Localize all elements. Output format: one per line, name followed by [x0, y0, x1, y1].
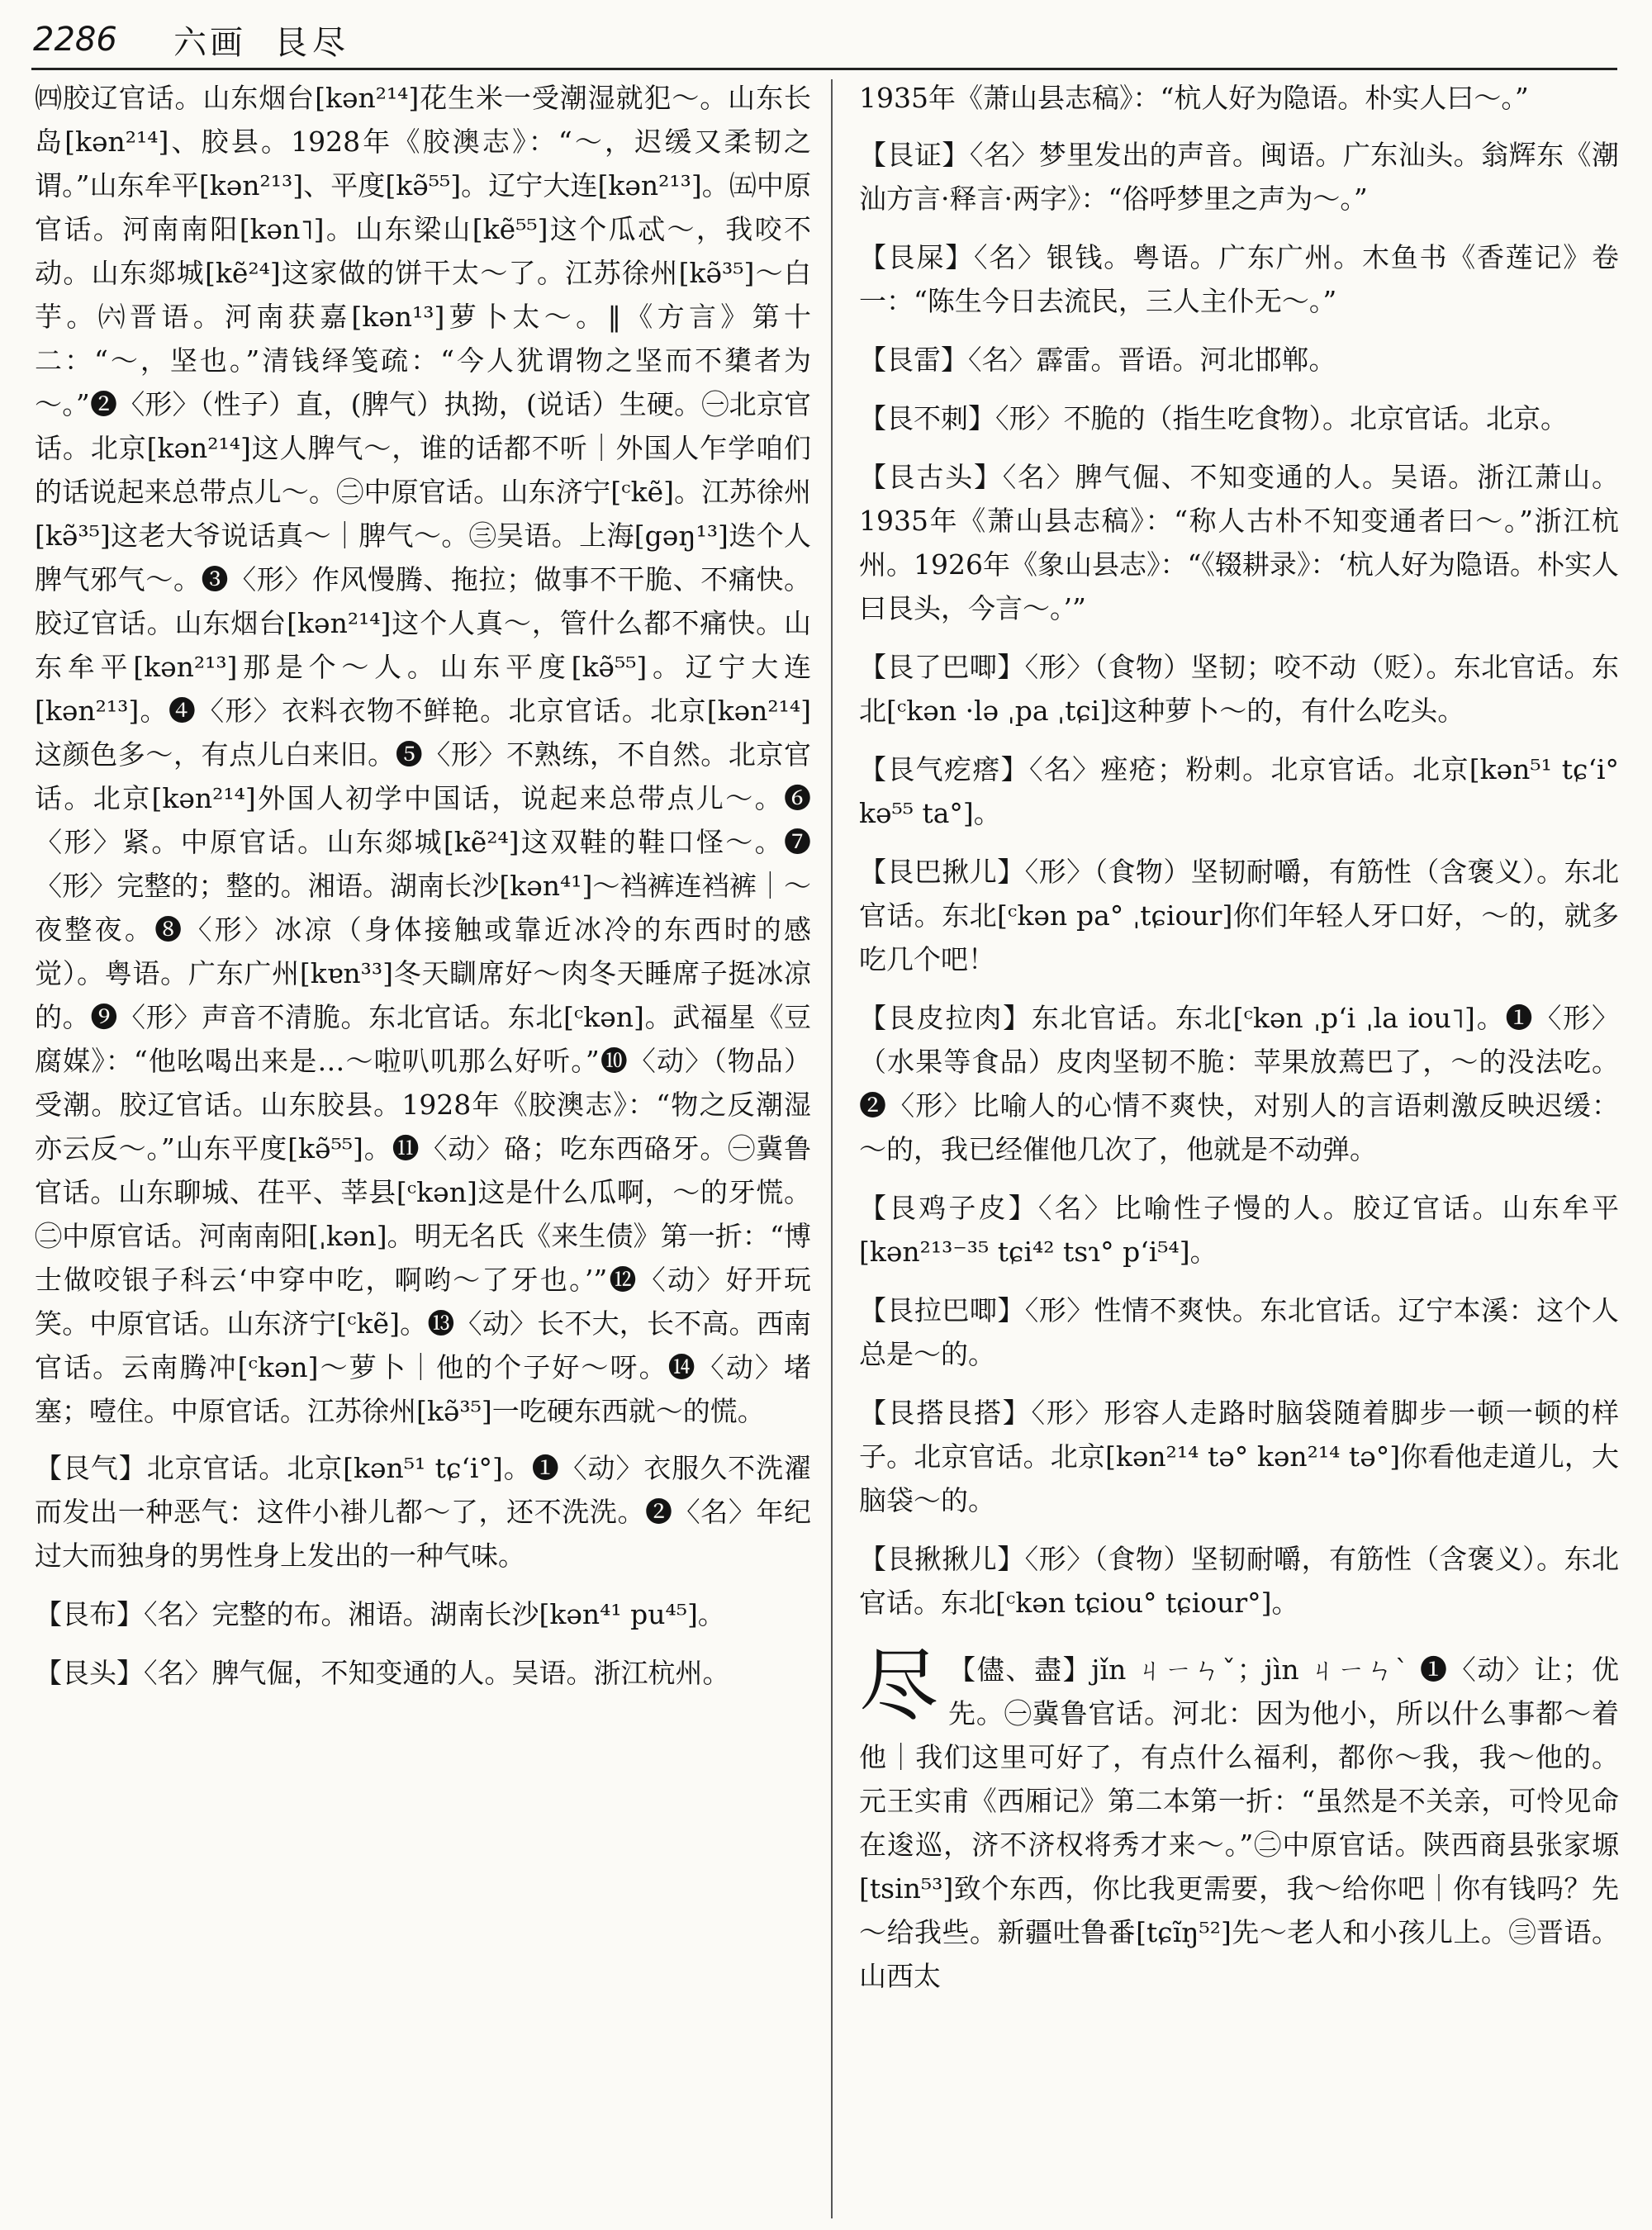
- entry-text: 【艮搭艮搭】〈形〉形容人走路时脑袋随着脚步一顿一顿的样子。北京官话。北京[kən²¹⁴ tə° kən²¹⁴ tə°]你看他走道儿，大脑袋～的。: [859, 1397, 1619, 1516]
- page-header: [33, 15, 1619, 64]
- entry-text: 【艮了巴唧】〈形〉（食物）坚韧；咬不动（贬）。东北官话。东北[ᶜkən ·lə ˌpa ˌtɕi]这种萝卜～的，有什么吃头。: [859, 651, 1619, 727]
- column-divider: [831, 79, 833, 2218]
- main-headword-char: 尽: [859, 1639, 938, 1732]
- entry-text: 【艮拉巴唧】〈形〉性情不爽快。东北官话。辽宁本溪：这个人总是～的。: [859, 1294, 1619, 1370]
- entry-text: 【艮气】北京官话。北京[kən⁵¹ tɕʻi°]。❶〈动〉衣服久不洗濯而发出一种恶气：这件小褂儿都～了，还不洗洗。❷〈名〉年纪过大而独身的男性身上发出的一种气味。: [35, 1452, 811, 1572]
- page-number: 2286: [33, 21, 117, 59]
- header-rule: [31, 68, 1617, 70]
- entry-text: 【艮布】〈名〉完整的布。湘语。湖南长沙[kən⁴¹ pu⁴⁵]。: [35, 1598, 725, 1630]
- entry-text: 【艮揪揪儿】〈形〉（食物）坚韧耐嚼，有筋性（含褒义）。东北官话。东北[ᶜkən tɕiou° tɕiour°]。: [859, 1543, 1619, 1619]
- right-column: [859, 76, 1619, 2223]
- entry-text: 【艮雷】〈名〉霹雷。晋语。河北邯郸。: [859, 344, 1336, 376]
- entry-text: 【艮鸡子皮】〈名〉比喻性子慢的人。胶辽官话。山东牟平[kən²¹³⁻³⁵ tɕi⁴² tsɿ° pʻi⁵⁴]。: [859, 1192, 1619, 1268]
- entry-text: 【艮皮拉肉】东北官话。东北[ᶜkən ˌpʻi ˌla iou˥]。❶〈形〉（水果等食品）皮肉坚韧不脆：苹果放蔫巴了，～的没法吃。❷〈形〉比喻人的心情不爽快，对别人的言语刺激反映迟缓：～的，我已经催他几次了，他就是不动弹。: [859, 1002, 1619, 1165]
- entry-text: 【艮气疙瘩】〈名〉痤疮；粉刺。北京官话。北京[kən⁵¹ tɕʻi° kə⁵⁵ ta°]。: [859, 753, 1619, 829]
- left-column: [35, 76, 811, 2223]
- entry-text: 【艮巴揪儿】〈形〉（食物）坚韧耐嚼，有筋性（含褒义）。东北官话。东北[ᶜkən pa° ˌtɕiour]你们年轻人牙口好，～的，就多吃几个吧！: [859, 856, 1619, 975]
- entry-text: 【艮证】〈名〉梦里发出的声音。闽语。广东汕头。翁辉东《潮汕方言·释言·两字》：“俗呼梦里之声为～。”: [859, 139, 1619, 215]
- entry-text: 【艮不刺】〈形〉不脆的（指生吃食物）。北京官话。北京。: [859, 402, 1568, 434]
- section-label: 六画: [173, 23, 246, 62]
- entry-text: 【艮古头】〈名〉脾气倔、不知变通的人。吴语。浙江萧山。1935年《萧山县志稿》：“称人古朴不知变通者曰～。”浙江杭州。1926年《象山县志》：“《辍耕录》：‘杭人好为隐语。朴实人曰艮头，今言～。’”: [859, 461, 1619, 624]
- main-entry-text: 【儘、盡】jǐn ㄐㄧㄣˇ；jìn ㄐㄧㄣˋ ❶〈动〉让；优先。㊀冀鲁官话。河北：因为他小，所以什么事都～着他｜我们这里可好了，有点什么福利，都你～我，我～他的。元王实甫《西厢记》第二本第一折：“虽然是不关亲，可怜见命在逡巡，济不济权将秀才来～。”㊁中原官话。陕西商县张家塬[tsin⁵³]致个东西，你比我更需要，我～给你吧｜你有钱吗？先～给我些。新疆吐鲁番[tɕĩŋ⁵²]先～老人和小孩儿上。㊂晋语。山西太: [859, 1654, 1619, 1992]
- headword-label: 艮尽: [274, 23, 350, 62]
- entry-text: 【艮屎】〈名〉银钱。粤语。广东广州。木鱼书《香莲记》卷一：“陈生今日去流民，三人主仆无～。”: [859, 241, 1619, 317]
- main-entry: [859, 1639, 1619, 1998]
- entry-text: ㈣胶辽官话。山东烟台[kən²¹⁴]花生米一受潮湿就犯～。山东长岛[kən²¹⁴]、胶县。1928年《胶澳志》：“～，迟缓又柔韧之谓。”山东牟平[kən²¹³]、平度[kə̃⁵⁵]。辽宁大连[kən²¹³]。㈤中原官话。河南南阳[kən˥]。山东梁山[kẽ⁵⁵]这个瓜忒～，我咬不动。山东郯城[kẽ²⁴]这家做的饼干太～了。江苏徐州[kə̃³⁵]～白芋。㈥晋语。河南获嘉[kən¹³]萝卜太～。‖《方言》第十二：“～，坚也。”清钱绎笺疏：“今人犹谓物之坚而不橥者为～。”❷〈形〉（性子）直，(脾气）执拗，(说话）生硬。㊀北京官话。北京[kən²¹⁴]这人脾气～，谁的话都不听｜外国人乍学咱们的话说起来总带点儿～。㊁中原官话。山东济宁[ᶜkẽ]。江苏徐州[kə̃³⁵]这老大爷说话真～｜脾气～。㊂吴语。上海[gəŋ¹³]迭个人脾气邪气～。❸〈形〉作风慢腾、拖拉；做事不干脆、不痛快。胶辽官话。山东烟台[kən²¹⁴]这个人真～，管什么都不痛快。山东牟平[kən²¹³]那是个～人。山东平度[kə̃⁵⁵]。辽宁大连[kən²¹³]。❹〈形〉衣料衣物不鲜艳。北京官话。北京[kən²¹⁴]这颜色多～，有点儿白来旧。❺〈形〉不熟练，不自然。北京官话。北京[kən²¹⁴]外国人初学中国话，说起来总带点儿～。❻〈形〉紧。中原官话。山东郯城[kẽ²⁴]这双鞋的鞋口怪～。❼〈形〉完整的；整的。湘语。湖南长沙[kən⁴¹]～裆裤连裆裤｜～夜整夜。❽〈形〉冰凉（身体接触或靠近冰冷的东西时的感觉）。粤语。广东广州[kɐn³³]冬天瞓席好～肉冬天睡席子挺冰凉的。❾〈形〉声音不清脆。东北官话。东北[ᶜkən]。武福星《豆腐媒》：“他吆喝出来是…～啦叭叽那么好听。”❿〈动〉（物品）受潮。胶辽官话。山东胶县。1928年《胶澳志》：“物之反潮湿亦云反～。”山东平度[kə̃⁵⁵]。⓫〈动〉硌；吃东西硌牙。㊀冀鲁官话。山东聊城、茌平、莘县[ᶜkən]这是什么瓜啊，～的牙慌。㊁中原官话。河南南阳[ˌkən]。明无名氏《来生债》第一折：“博士做咬银子科云‘中穿中吃，啊哟～了牙也。’”⓬〈动〉好开玩笑。中原官话。山东济宁[ᶜkẽ]。⓭〈动〉长不大，长不高。西南官话。云南腾冲[ᶜkən]～萝卜｜他的个子好～呀。⓮〈动〉堵塞；噎住。中原官话。江苏徐州[kə̃³⁵]一吃硬东西就～的慌。: [35, 82, 811, 1427]
- entry-text: 1935年《萧山县志稿》：“杭人好为隐语。朴实人曰～。”: [859, 82, 1529, 114]
- entry-text: 【艮头】〈名〉脾气倔，不知变通的人。吴语。浙江杭州。: [35, 1657, 730, 1689]
